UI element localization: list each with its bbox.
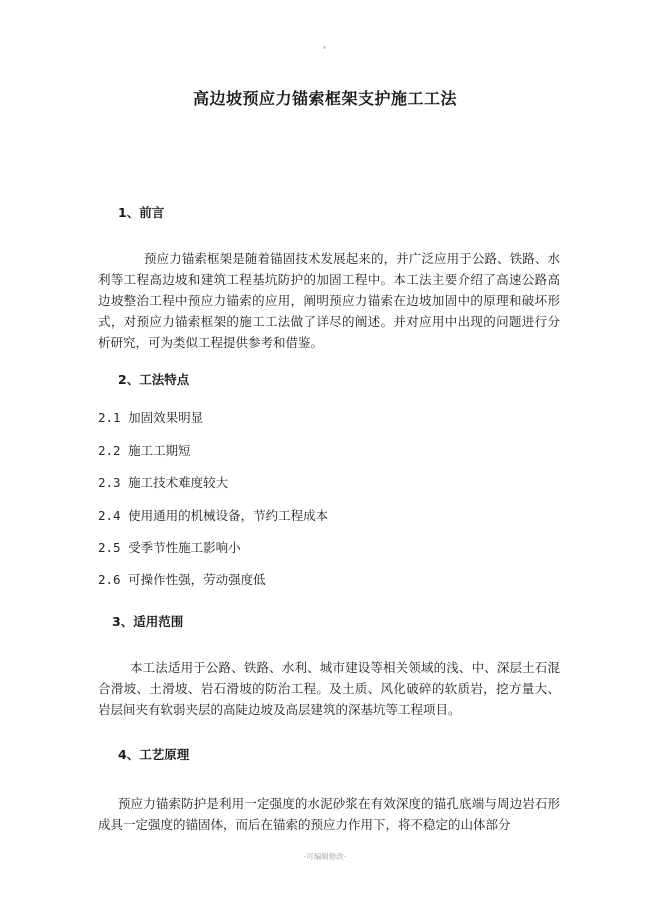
list-item-number: 2.1 [98, 410, 121, 425]
section-paragraph-1: 预应力锚索框架是随着锚固技术发展起来的，并广泛应用于公路、铁路、水利等工程高边坡和建筑工程基坑防护的加固工程中。本工法主要介绍了高速公路高边坡整治工程中预应力锚索的应用，阐明预应力锚索在边坡加固中的原理和破坏形式，对预应力锚索框架的施工工法做了详尽的阐述。并对应用中出现的问题进行分析研究，可为类似工程提供参考和借鉴。 [98, 251, 560, 350]
list-item-text: 加固效果明显 [128, 410, 204, 425]
list-item [98, 408, 203, 426]
list-item-number: 2.4 [98, 508, 121, 523]
section-heading-3: 3、适用范围 [112, 614, 184, 629]
list-item-text: 可操作性强，劳动强度低 [128, 572, 266, 587]
list-item [98, 570, 266, 588]
document-title: 高边坡预应力锚索框架支护施工工法 [192, 89, 457, 108]
list-item-number: 2.2 [98, 443, 121, 458]
list-item [98, 538, 241, 556]
list-item [98, 441, 191, 459]
page-footer: -可编辑修改- [303, 852, 347, 861]
list-item-text: 使用通用的机械设备，节约工程成本 [128, 508, 329, 523]
section-heading-1: 1、前言 [118, 205, 165, 220]
page-marker-dot [323, 46, 326, 49]
list-item-text: 受季节性施工影响小 [128, 540, 241, 555]
section-heading-2: 2、工法特点 [118, 372, 190, 387]
list-item-number: 2.5 [98, 540, 121, 555]
section-paragraph-4: 预应力锚索防护是利用一定强度的水泥砂浆在有效深度的锚孔底端与周边岩石形成具一定强度的锚固体，而后在锚索的预应力作用下，将不稳定的山体部分 [98, 796, 560, 832]
list-item-number: 2.3 [98, 475, 121, 490]
list-item [98, 473, 228, 491]
list-item-text: 施工工期短 [128, 443, 191, 458]
section-paragraph-3: 本工法适用于公路、铁路、水利、城市建设等相关领域的浅、中、深层土石混合滑坡、土滑坡、岩石滑坡的防治工程。及土质、风化破碎的软质岩，挖方量大、岩层间夹有软弱夹层的高陡边坡及高层建筑的深基坑等工程项目。 [98, 660, 560, 717]
list-item-number: 2.6 [98, 572, 121, 587]
list-item-text: 施工技术难度较大 [128, 475, 229, 490]
section-heading-4: 4、工艺原理 [118, 747, 190, 762]
list-item [98, 506, 328, 524]
